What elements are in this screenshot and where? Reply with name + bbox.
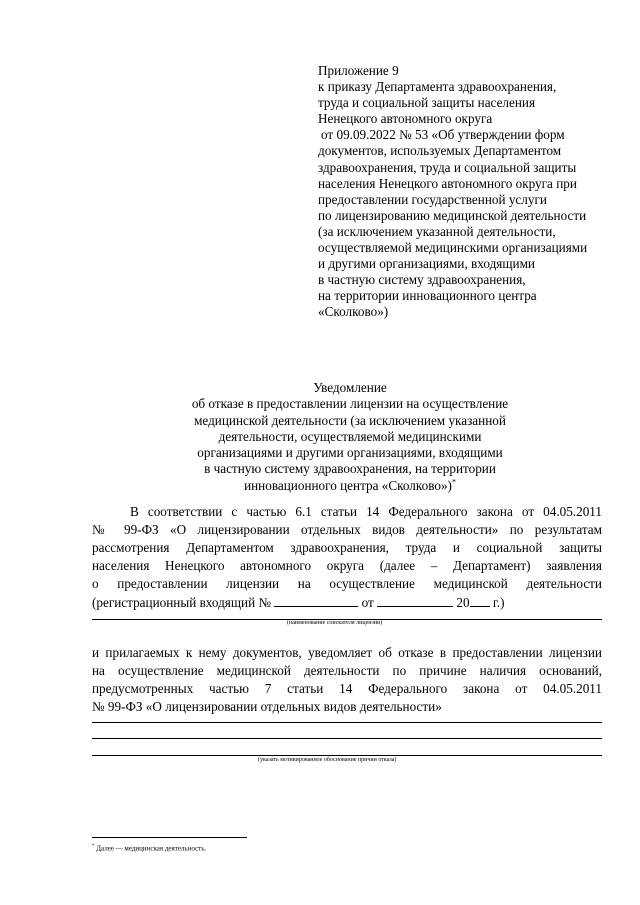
appendix-header	[318, 63, 587, 321]
appendix-line: и другими организациями, входящими	[318, 256, 535, 272]
paragraph-line: рассмотрения Департаментом здравоохранения, труда и социальной защиты	[92, 540, 602, 555]
footnote	[92, 844, 206, 852]
notice-title-line: Уведомление	[313, 380, 387, 395]
appendix-line: Приложение 9	[318, 63, 399, 78]
appendix-line: предоставлении государственной услуги	[318, 191, 547, 207]
reason-line[interactable]	[92, 755, 602, 756]
appendix-line: к приказу Департамента здравоохранения,	[318, 79, 557, 95]
appendix-line: в частную систему здравоохранения,	[318, 272, 526, 288]
appendix-line: населения Ненецкого автономного округа при	[318, 175, 577, 191]
notice-title-line: об отказе в предоставлении лицензии на осуществление	[191, 396, 509, 412]
appendix-line: от 09.09.2022 № 53 «Об утверждении форм	[321, 127, 565, 143]
appendix-line: здравоохранения, труда и социальной защиты	[318, 159, 577, 175]
paragraph-line: В соответствии с частью 6.1 статьи 14 Федерального закона от 04.05.2011	[130, 504, 602, 519]
notice-title-line: в частную систему здравоохранения, на территории	[204, 461, 496, 477]
paragraph-line: № 99-ФЗ «О лицензировании отдельных видов деятельности»	[92, 699, 442, 714]
appendix-line: «Сколково»)	[318, 304, 389, 320]
appendix-line: по лицензированию медицинской деятельности	[318, 207, 587, 223]
appendix-line: документов, используемых Департаментом	[318, 143, 562, 159]
registration-suffix: г.)	[492, 595, 505, 610]
reason-line[interactable]	[92, 738, 602, 739]
paragraph-line: и прилагаемых к нему документов, уведомляет об отказе в предоставлении лицензии	[92, 645, 602, 660]
appendix-line: (за исключением указанной деятельности,	[318, 223, 556, 239]
registration-date-field[interactable]	[377, 594, 453, 607]
notice-title-line: организациями и другими организациями, входящими	[197, 445, 503, 461]
footnote-divider	[92, 837, 247, 838]
registration-from-label: от	[361, 595, 374, 610]
notice-title-line-text: инновационного центра «Сколково»)	[244, 477, 452, 493]
notice-title-line	[90, 478, 610, 494]
registration-number-field[interactable]	[274, 594, 358, 607]
reason-caption: (указать мотивированное обоснование причин отказа)	[258, 757, 397, 763]
notice-title-line: деятельности, осуществляемой медицинскими	[218, 428, 482, 444]
notice-title-line: медицинской деятельности (за исключением указанной	[194, 412, 506, 428]
registration-prefix: (регистрационный входящий №	[92, 595, 272, 610]
footnote-text: Далее — медицинская деятельность.	[96, 844, 207, 853]
paragraph-line: № 99-ФЗ «О лицензировании отдельных видов деятельности» по результатам	[92, 522, 602, 537]
footnote-marker: *	[451, 477, 456, 487]
paragraph-line: на осуществление медицинской деятельности по причине наличия оснований,	[92, 663, 602, 678]
body-paragraph-2	[92, 645, 602, 715]
body-paragraph-1	[92, 504, 602, 610]
reason-line[interactable]	[92, 722, 602, 723]
paragraph-line: о предоставлении лицензии на осуществление медицинской деятельности	[92, 576, 602, 591]
paragraph-line: предусмотренных частью 7 статьи 14 Федерального закона от 04.05.2011	[92, 681, 602, 696]
applicant-caption: (наименование соискателя лицензии)	[287, 620, 383, 626]
appendix-line: Ненецкого автономного округа	[318, 111, 493, 127]
registration-year-label: 20	[456, 595, 470, 610]
notice-title	[90, 380, 610, 494]
paragraph-line: населения Ненецкого автономного округа (далее – Департамент) заявления	[92, 558, 602, 573]
registration-line	[92, 594, 602, 610]
appendix-line: осуществляемой медицинскими организациями	[318, 240, 588, 256]
registration-year-field[interactable]	[470, 594, 490, 607]
footnote-mark: *	[92, 844, 95, 849]
appendix-line: на территории инновационного центра	[318, 288, 537, 304]
appendix-line: труда и социальной защиты населения	[318, 95, 536, 111]
